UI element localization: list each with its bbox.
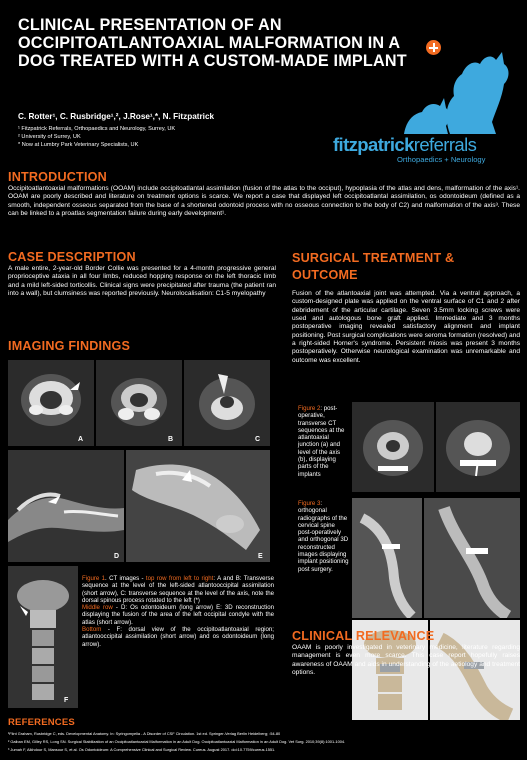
panel-label-a: A	[78, 436, 84, 443]
panel-label-e: E	[258, 553, 263, 560]
reference-1: ¹Flint Graham, Rusbridge C, eds. Developmental Anatomy. In: Syringomyelia - A Disorder of CSF Circulation. 1st ed. Springer-Verlag Berlin Heidelberg; :54-80	[8, 731, 281, 736]
plus-logo-icon	[426, 40, 441, 55]
page-title: CLINICAL PRESENTATION OF AN OCCIPITOATLANTOAXIAL MALFORMATION IN A DOG TREATED WITH A CUSTOM-MADE IMPLANT	[18, 16, 407, 70]
affiliation-1: ¹ Fitzpatrick Referrals, Orthopaedics and Neurology, Surrey, UK	[18, 126, 176, 132]
panel-label-c: C	[255, 436, 261, 443]
figure-3-caption: Figure 3: orthogonal radiographs of the cervical spine post-operatively and orthogonal 3D reconstructed images displaying implant positioning post surgery.	[298, 500, 349, 573]
ct-image-a	[8, 360, 94, 446]
reference-3: ³ Jumah F, Alkhdour S, Mansour S, et al. Os Odontoideum: A Comprehensive Clinical and Surgical Review. Cureus. August 2017. doi:10.7759/cureus.1551.	[8, 747, 276, 752]
figure-2-caption: Figure 2: post-operative, transverse CT sequences at the atlantoaxial junction (a) and level of the axis (b), displaying parts of the implants	[298, 405, 345, 478]
ct-image-b	[96, 360, 182, 446]
clinical-relevance-text: OAAM is poorly investigated in veterinary medicine, literature regarding management is even more scarce. This case report hopefully raises awareness of OAAM and aids in understanding of the aetiology and treatment options.	[292, 644, 520, 677]
postop-ct-b	[436, 402, 520, 492]
panel-label-d: D	[114, 553, 120, 560]
reference-2: ² Galban EM, Gilley RS, Long SN. Surgical Stabilization of an Occipitoatlantoaxial Malformation in an Adult Dog. Occipitoatlantoaxial Malformation in an Adult Dog. Vet Surg. 2010;39(8):1001-1004.	[8, 739, 346, 744]
ct-image-e	[126, 450, 270, 562]
surgical-heading-line1: SURGICAL TREATMENT &	[292, 251, 455, 265]
logo-subtitle: Orthopaedics + Neurology	[397, 155, 486, 164]
postop-radiograph-lateral	[352, 498, 422, 618]
affiliation-2: ² University of Surrey, UK	[18, 134, 81, 140]
affiliation-3: * Now at Lumbry Park Veterinary Specialists, UK	[18, 142, 139, 148]
introduction-text: Occipitoatlantoaxial malformations (OOAM) include occipitoatlantal assimilation (fusion of the atlas to the occiput), hypoplasia of the atlas and dens, malformation of the axis¹. OOAM are poorly described and literature on treatment options is scarce. We report a case that displayed left occipitoatlantal assimilation, os odontoideum (defined as a smooth, independent osseous separated from the base of a shortened odontoid process with no osseous connection to the body of C2) and malformation of the axis³. These can be linked to a proatlas segmentation failure during early development¹.	[8, 185, 520, 218]
case-description-text: A male entire, 2-year-old Border Collie was presented for a 4-month progressive general proprioceptive ataxia in all four limbs, reduced hopping response on the left thoracic limb and a mild left-sided torticollis. Clinical signs were precipitated after trauma (the patient ran into a wall), but clumsiness was reported previously. Neurolocalisation: C1-5 myelopathy	[8, 265, 276, 298]
postop-ct-a	[352, 402, 434, 492]
logo-wordmark: fitzpatrickreferrals	[333, 134, 477, 155]
surgical-heading-line2: OUTCOME	[292, 268, 358, 282]
ct-image-d	[8, 450, 124, 562]
references-heading: REFERENCES	[8, 717, 75, 728]
clinical-relevance-heading: CLINICAL RELEVANCE	[292, 629, 435, 643]
dog-cat-logo-icon	[392, 38, 522, 142]
imaging-heading: IMAGING FINDINGS	[8, 339, 131, 353]
panel-label-b: B	[168, 436, 174, 443]
postop-radiograph-vd	[424, 498, 520, 618]
authors: C. Rotter¹, C. Rusbridge¹,², J.Rose¹,*, N. Fitzpatrick	[18, 112, 215, 121]
surgical-text: Fusion of the atlantoaxial joint was attempted. Via a ventral approach, a custom-designed plate was applied on the ventral surface of C1 and 2 after debridement of the articular cartilage. Seven 3.5mm locking screws were used and autologous bone graft applied. Immediate and 3 months postoperative imaging revealed satisfactory alignment and implant positioning. Post surgical complications were seroma formation (resolved) and a right-sided Horner's syndrome. Persistent miosis was present 3 months postoperatively. Otherwise neurological examination was unremarkable and outcome was excellent.	[292, 290, 520, 364]
case-description-heading: CASE DESCRIPTION	[8, 250, 136, 264]
ct-image-c	[184, 360, 270, 446]
figure-1-caption: Figure 1. CT images - top row from left to right: A and B: Transverse sequence at the level of the left-sided atlantooccipital assimilation (short arrow), C: transverse sequence at the level of the axis, note the dorsal spinous process rotated to the left (*) Middle row - D: Os odontoideum (long arrow) E: 3D reconstruction displaying the fusion of the area of the left occipital condyle with the atlas (short arrow). Bottom - F: dorsal view of the occipitoatlantoaxial region; atlantooccipital assimilation (short arrow) and os odontoideum (long arrow).	[82, 575, 274, 648]
panel-label-f: F	[64, 697, 69, 704]
introduction-heading: INTRODUCTION	[8, 170, 107, 184]
ct-image-f	[8, 566, 78, 708]
